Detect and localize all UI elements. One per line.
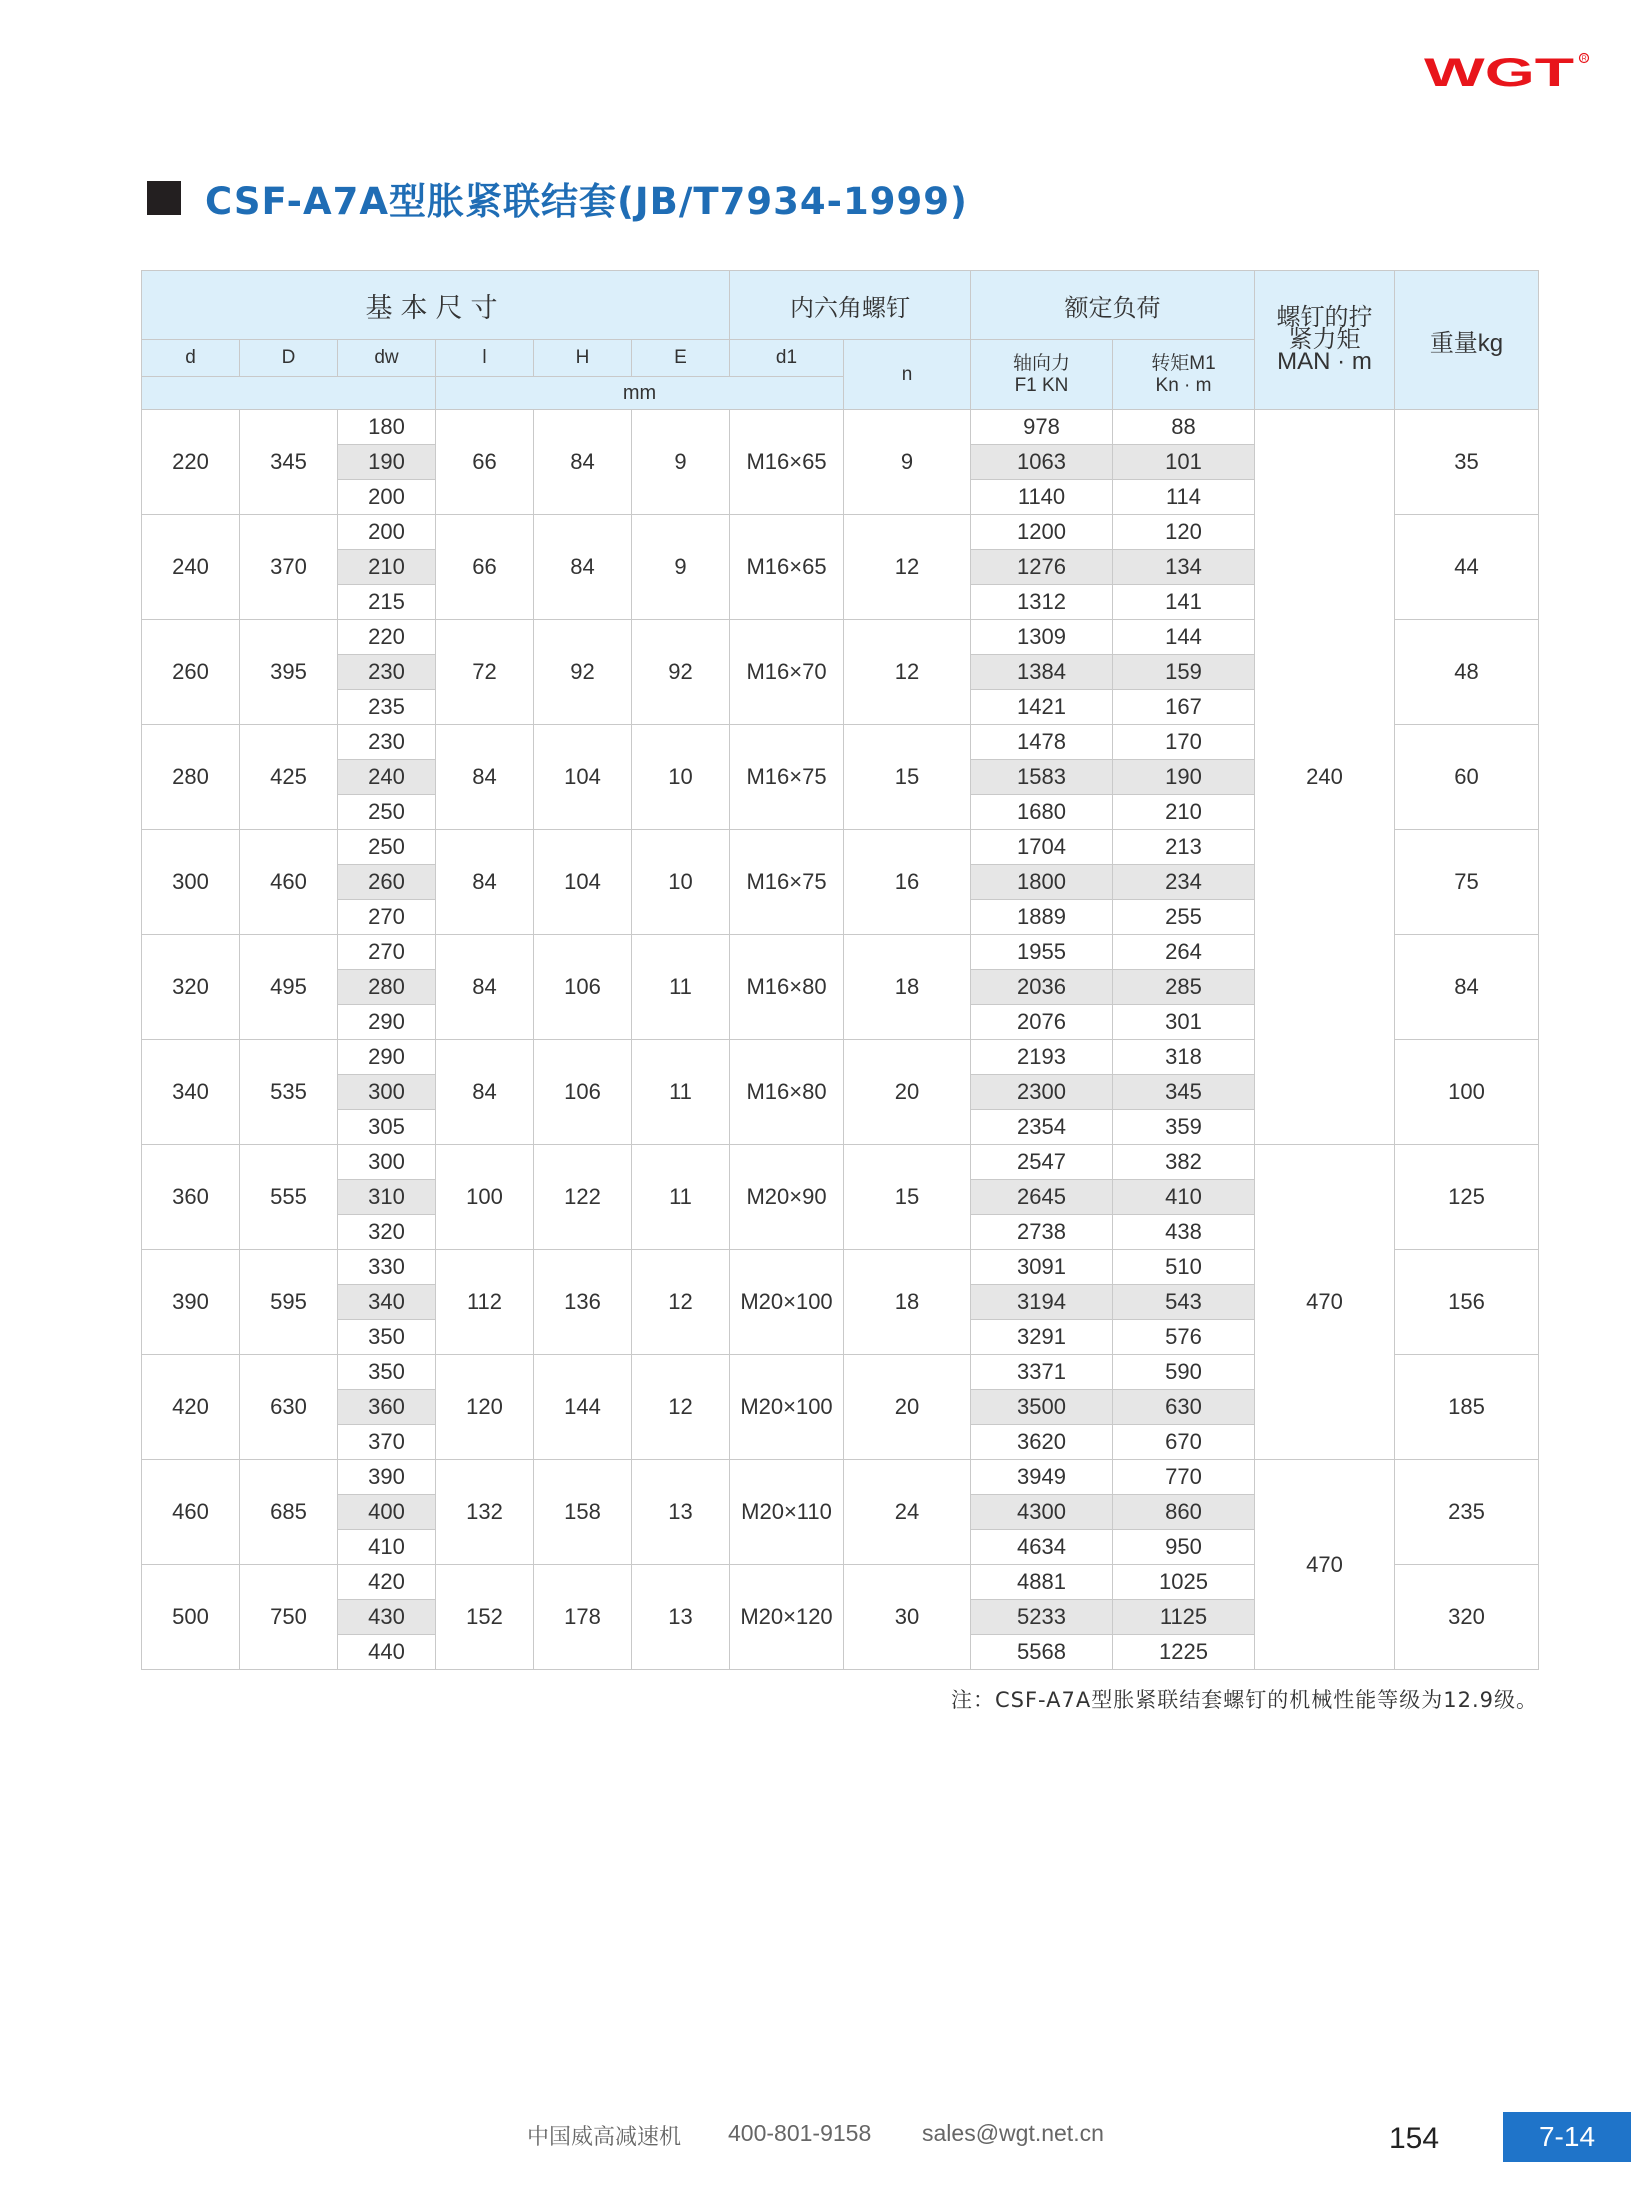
cell-H: 104: [534, 725, 632, 830]
page-title: CSF-A7A型胀紧联结套(JB/T7934-1999): [205, 180, 968, 223]
cell-E: 11: [632, 935, 730, 1040]
cell-weight: 156: [1395, 1250, 1539, 1355]
cell-torque-m1: 167: [1113, 690, 1255, 725]
cell-n: 9: [844, 410, 971, 515]
cell-weight: 125: [1395, 1145, 1539, 1250]
cell-torque-m1: 410: [1113, 1180, 1255, 1215]
header-torque-line3: MAN · m: [1277, 348, 1372, 375]
cell-axial-force: 5233: [971, 1600, 1113, 1635]
cell-dw: 360: [338, 1390, 436, 1425]
cell-d1: M16×75: [730, 725, 844, 830]
cell-axial-force: 1889: [971, 900, 1113, 935]
cell-d: 220: [142, 410, 240, 515]
cell-E: 13: [632, 1565, 730, 1670]
cell-torque-m1: 590: [1113, 1355, 1255, 1390]
header-H: H: [534, 340, 632, 377]
cell-torque-m1: 120: [1113, 515, 1255, 550]
cell-axial-force: 2354: [971, 1110, 1113, 1145]
cell-axial-force: 3620: [971, 1425, 1113, 1460]
header-d1: d1: [730, 340, 844, 377]
cell-torque-m1: 1225: [1113, 1635, 1255, 1670]
header-moment-line1: 转矩M1: [1151, 352, 1216, 374]
cell-d1: M16×75: [730, 830, 844, 935]
cell-d: 260: [142, 620, 240, 725]
cell-axial-force: 5568: [971, 1635, 1113, 1670]
cell-H: 158: [534, 1460, 632, 1565]
cell-d: 500: [142, 1565, 240, 1670]
header-moment-line2: Kn · m: [1155, 374, 1212, 396]
cell-torque-m1: 141: [1113, 585, 1255, 620]
cell-dw: 300: [338, 1075, 436, 1110]
cell-H: 106: [534, 1040, 632, 1145]
cell-dw: 290: [338, 1005, 436, 1040]
cell-dw: 240: [338, 760, 436, 795]
cell-H: 144: [534, 1355, 632, 1460]
cell-d: 420: [142, 1355, 240, 1460]
cell-E: 9: [632, 515, 730, 620]
cell-dw: 200: [338, 480, 436, 515]
cell-weight: 185: [1395, 1355, 1539, 1460]
header-torque-line1: 螺钉的拧: [1276, 304, 1373, 331]
cell-l: 120: [436, 1355, 534, 1460]
cell-l: 84: [436, 935, 534, 1040]
header-unit-blank: [142, 377, 436, 410]
cell-d: 390: [142, 1250, 240, 1355]
header-l: l: [436, 340, 534, 377]
cell-d1: M20×100: [730, 1355, 844, 1460]
cell-torque-m1: 438: [1113, 1215, 1255, 1250]
cell-weight: 84: [1395, 935, 1539, 1040]
cell-d: 360: [142, 1145, 240, 1250]
header-rated-load: 额定负荷: [971, 271, 1255, 340]
cell-torque-m1: 630: [1113, 1390, 1255, 1425]
cell-l: 132: [436, 1460, 534, 1565]
cell-d: 300: [142, 830, 240, 935]
cell-d1: M20×110: [730, 1460, 844, 1565]
cell-axial-force: 3500: [971, 1390, 1113, 1425]
cell-torque-m1: 114: [1113, 480, 1255, 515]
table-body: [142, 410, 1539, 1670]
cell-l: 66: [436, 515, 534, 620]
cell-dw: 300: [338, 1145, 436, 1180]
table-row: [142, 1460, 1539, 1495]
wgt-logo: [1424, 50, 1592, 96]
cell-dw: 330: [338, 1250, 436, 1285]
cell-n: 12: [844, 620, 971, 725]
cell-H: 178: [534, 1565, 632, 1670]
cell-D: 630: [240, 1355, 338, 1460]
header-d: d: [142, 340, 240, 377]
cell-dw: 280: [338, 970, 436, 1005]
cell-l: 66: [436, 410, 534, 515]
cell-E: 10: [632, 830, 730, 935]
cell-dw: 215: [338, 585, 436, 620]
cell-torque-m1: 345: [1113, 1075, 1255, 1110]
cell-axial-force: 4634: [971, 1530, 1113, 1565]
cell-E: 12: [632, 1250, 730, 1355]
cell-axial-force: 1583: [971, 760, 1113, 795]
cell-dw: 390: [338, 1460, 436, 1495]
cell-n: 15: [844, 725, 971, 830]
cell-D: 685: [240, 1460, 338, 1565]
cell-weight: 235: [1395, 1460, 1539, 1565]
page-number: 154: [1389, 2122, 1440, 2155]
cell-dw: 350: [338, 1320, 436, 1355]
cell-axial-force: 1063: [971, 445, 1113, 480]
cell-weight: 48: [1395, 620, 1539, 725]
cell-axial-force: 2645: [971, 1180, 1113, 1215]
cell-E: 92: [632, 620, 730, 725]
cell-dw: 340: [338, 1285, 436, 1320]
cell-axial-force: 4881: [971, 1565, 1113, 1600]
cell-torque-m1: 510: [1113, 1250, 1255, 1285]
cell-dw: 290: [338, 1040, 436, 1075]
cell-axial-force: 1200: [971, 515, 1113, 550]
cell-weight: 320: [1395, 1565, 1539, 1670]
cell-axial-force: 2036: [971, 970, 1113, 1005]
cell-torque-m1: 382: [1113, 1145, 1255, 1180]
cell-torque-m1: 301: [1113, 1005, 1255, 1040]
cell-axial-force: 1955: [971, 935, 1113, 970]
cell-dw: 230: [338, 655, 436, 690]
cell-weight: 35: [1395, 410, 1539, 515]
page-footer: [0, 2112, 1637, 2162]
cell-axial-force: 1800: [971, 865, 1113, 900]
cell-n: 18: [844, 1250, 971, 1355]
cell-axial-force: 3091: [971, 1250, 1113, 1285]
spec-table: [141, 270, 1539, 1670]
cell-D: 535: [240, 1040, 338, 1145]
cell-E: 13: [632, 1460, 730, 1565]
header-E: E: [632, 340, 730, 377]
cell-axial-force: 2547: [971, 1145, 1113, 1180]
header-torque-m1: [1113, 340, 1255, 410]
cell-axial-force: 3949: [971, 1460, 1113, 1495]
cell-H: 92: [534, 620, 632, 725]
cell-dw: 270: [338, 900, 436, 935]
cell-n: 16: [844, 830, 971, 935]
cell-axial-force: 1478: [971, 725, 1113, 760]
cell-dw: 220: [338, 620, 436, 655]
cell-torque-m1: 101: [1113, 445, 1255, 480]
cell-torque-m1: 285: [1113, 970, 1255, 1005]
cell-axial-force: 2193: [971, 1040, 1113, 1075]
cell-torque-m1: 170: [1113, 725, 1255, 760]
table-row: [142, 410, 1539, 445]
cell-weight: 60: [1395, 725, 1539, 830]
header-axial-line1: 轴向力: [1012, 352, 1070, 374]
header-D: D: [240, 340, 338, 377]
cell-E: 11: [632, 1040, 730, 1145]
cell-torque-m1: 190: [1113, 760, 1255, 795]
cell-H: 106: [534, 935, 632, 1040]
cell-d1: M20×90: [730, 1145, 844, 1250]
cell-tightening-torque: 470: [1255, 1460, 1395, 1670]
cell-torque-m1: 770: [1113, 1460, 1255, 1495]
cell-H: 122: [534, 1145, 632, 1250]
cell-tightening-torque: 470: [1255, 1145, 1395, 1460]
cell-weight: 44: [1395, 515, 1539, 620]
section-badge: 7-14: [1503, 2112, 1631, 2162]
cell-dw: 200: [338, 515, 436, 550]
cell-H: 84: [534, 515, 632, 620]
cell-d: 280: [142, 725, 240, 830]
cell-d1: M16×65: [730, 515, 844, 620]
cell-dw: 250: [338, 830, 436, 865]
cell-E: 9: [632, 410, 730, 515]
footnote: 注：CSF-A7A型胀紧联结套螺钉的机械性能等级为12.9级。: [950, 1688, 1538, 1712]
cell-dw: 410: [338, 1530, 436, 1565]
cell-d: 460: [142, 1460, 240, 1565]
title-square-icon: [147, 181, 181, 215]
cell-n: 20: [844, 1355, 971, 1460]
cell-axial-force: 1680: [971, 795, 1113, 830]
cell-axial-force: 1384: [971, 655, 1113, 690]
cell-dw: 235: [338, 690, 436, 725]
cell-axial-force: 1312: [971, 585, 1113, 620]
cell-D: 425: [240, 725, 338, 830]
cell-dw: 190: [338, 445, 436, 480]
cell-torque-m1: 210: [1113, 795, 1255, 830]
cell-D: 395: [240, 620, 338, 725]
header-basic-size: 基本尺寸: [142, 271, 730, 340]
cell-torque-m1: 543: [1113, 1285, 1255, 1320]
cell-torque-m1: 255: [1113, 900, 1255, 935]
cell-n: 24: [844, 1460, 971, 1565]
cell-n: 12: [844, 515, 971, 620]
cell-l: 84: [436, 725, 534, 830]
cell-E: 10: [632, 725, 730, 830]
cell-torque-m1: 88: [1113, 410, 1255, 445]
cell-tightening-torque: 240: [1255, 410, 1395, 1145]
cell-D: 750: [240, 1565, 338, 1670]
cell-d: 240: [142, 515, 240, 620]
header-bolt: 内六角螺钉: [730, 271, 971, 340]
footer-phone: 400-801-9158: [728, 2120, 872, 2146]
footer-email[interactable]: sales@wgt.net.cn: [922, 2120, 1104, 2146]
cell-l: 84: [436, 830, 534, 935]
cell-axial-force: 3371: [971, 1355, 1113, 1390]
cell-torque-m1: 576: [1113, 1320, 1255, 1355]
cell-dw: 310: [338, 1180, 436, 1215]
cell-axial-force: 978: [971, 410, 1113, 445]
footer-company: 中国威高减速机: [527, 2125, 682, 2150]
cell-dw: 270: [338, 935, 436, 970]
cell-torque-m1: 213: [1113, 830, 1255, 865]
cell-l: 84: [436, 1040, 534, 1145]
cell-torque-m1: 670: [1113, 1425, 1255, 1460]
logo-text: WGT: [1424, 51, 1574, 95]
cell-D: 345: [240, 410, 338, 515]
cell-H: 84: [534, 410, 632, 515]
cell-dw: 420: [338, 1565, 436, 1600]
cell-D: 555: [240, 1145, 338, 1250]
section-title: [147, 173, 968, 223]
cell-torque-m1: 359: [1113, 1110, 1255, 1145]
cell-torque-m1: 860: [1113, 1495, 1255, 1530]
cell-D: 495: [240, 935, 338, 1040]
cell-l: 152: [436, 1565, 534, 1670]
cell-axial-force: 1704: [971, 830, 1113, 865]
cell-n: 20: [844, 1040, 971, 1145]
cell-axial-force: 1276: [971, 550, 1113, 585]
table-row: [142, 1145, 1539, 1180]
cell-weight: 100: [1395, 1040, 1539, 1145]
cell-l: 100: [436, 1145, 534, 1250]
cell-dw: 370: [338, 1425, 436, 1460]
cell-axial-force: 1140: [971, 480, 1113, 515]
cell-dw: 250: [338, 795, 436, 830]
cell-l: 112: [436, 1250, 534, 1355]
cell-torque-m1: 144: [1113, 620, 1255, 655]
cell-torque-m1: 234: [1113, 865, 1255, 900]
cell-d: 320: [142, 935, 240, 1040]
cell-axial-force: 2738: [971, 1215, 1113, 1250]
svg-text:R: R: [1581, 55, 1587, 63]
header-n: n: [844, 340, 971, 410]
cell-d: 340: [142, 1040, 240, 1145]
cell-n: 30: [844, 1565, 971, 1670]
cell-d1: M16×80: [730, 935, 844, 1040]
cell-E: 11: [632, 1145, 730, 1250]
cell-dw: 210: [338, 550, 436, 585]
cell-torque-m1: 1025: [1113, 1565, 1255, 1600]
cell-axial-force: 3291: [971, 1320, 1113, 1355]
cell-axial-force: 1309: [971, 620, 1113, 655]
cell-axial-force: 2076: [971, 1005, 1113, 1040]
cell-n: 18: [844, 935, 971, 1040]
cell-H: 104: [534, 830, 632, 935]
cell-D: 460: [240, 830, 338, 935]
cell-axial-force: 1421: [971, 690, 1113, 725]
header-torque-line2: 紧力矩: [1288, 326, 1361, 353]
table-header: [142, 271, 1539, 410]
cell-torque-m1: 159: [1113, 655, 1255, 690]
cell-torque-m1: 134: [1113, 550, 1255, 585]
header-axial-force: [971, 340, 1113, 410]
cell-torque-m1: 950: [1113, 1530, 1255, 1565]
cell-H: 136: [534, 1250, 632, 1355]
cell-dw: 350: [338, 1355, 436, 1390]
header-axial-line2: F1 KN: [1014, 374, 1069, 396]
cell-torque-m1: 1125: [1113, 1600, 1255, 1635]
header-unit-mm: mm: [436, 377, 844, 410]
header-dw: dw: [338, 340, 436, 377]
header-tightening-torque: [1255, 271, 1395, 410]
cell-d1: M20×100: [730, 1250, 844, 1355]
cell-torque-m1: 264: [1113, 935, 1255, 970]
cell-l: 72: [436, 620, 534, 725]
header-weight: 重量kg: [1395, 271, 1539, 410]
cell-n: 15: [844, 1145, 971, 1250]
cell-axial-force: 3194: [971, 1285, 1113, 1320]
cell-dw: 400: [338, 1495, 436, 1530]
cell-dw: 320: [338, 1215, 436, 1250]
cell-dw: 230: [338, 725, 436, 760]
cell-weight: 75: [1395, 830, 1539, 935]
cell-axial-force: 4300: [971, 1495, 1113, 1530]
cell-d1: M16×80: [730, 1040, 844, 1145]
cell-d1: M16×65: [730, 410, 844, 515]
cell-d1: M20×120: [730, 1565, 844, 1670]
cell-D: 595: [240, 1250, 338, 1355]
cell-dw: 430: [338, 1600, 436, 1635]
cell-dw: 440: [338, 1635, 436, 1670]
cell-dw: 305: [338, 1110, 436, 1145]
cell-dw: 260: [338, 865, 436, 900]
cell-E: 12: [632, 1355, 730, 1460]
cell-d1: M16×70: [730, 620, 844, 725]
cell-torque-m1: 318: [1113, 1040, 1255, 1075]
cell-axial-force: 2300: [971, 1075, 1113, 1110]
cell-dw: 180: [338, 410, 436, 445]
cell-D: 370: [240, 515, 338, 620]
